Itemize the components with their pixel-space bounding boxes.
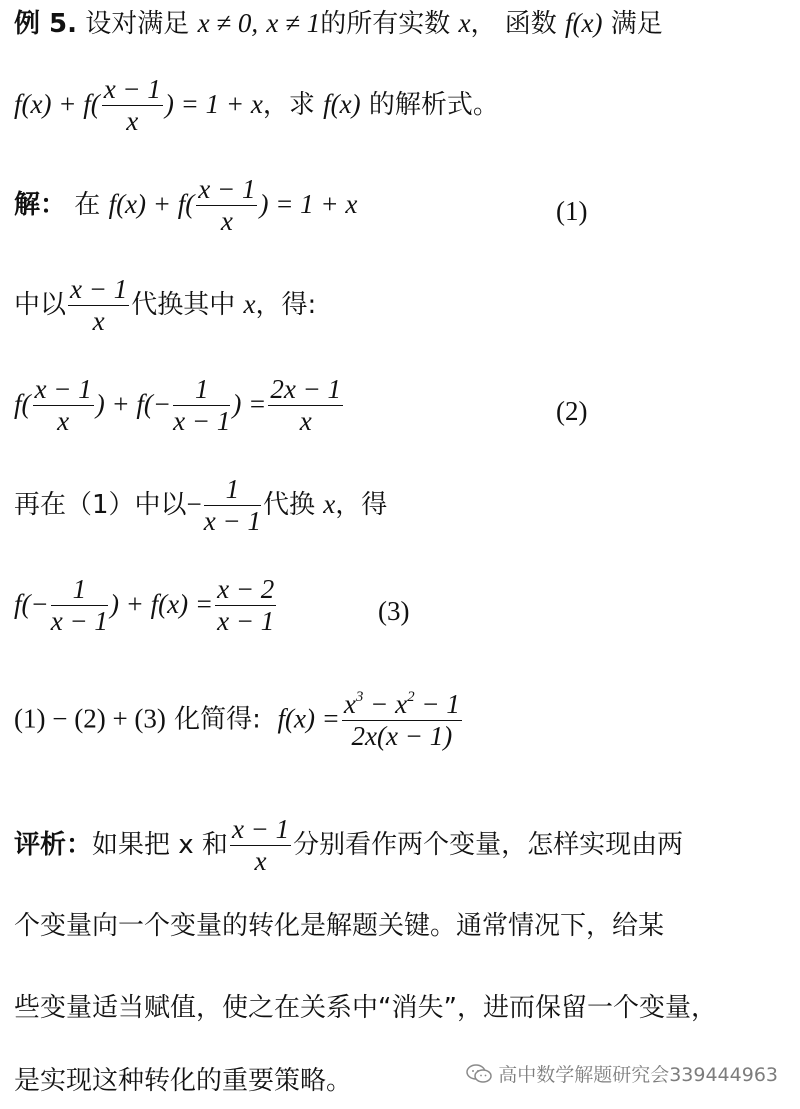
minus-sign: − bbox=[186, 489, 202, 519]
denominator: x − 1 bbox=[203, 506, 261, 536]
fraction bbox=[204, 476, 261, 535]
numerator: x − 2 bbox=[217, 574, 275, 604]
example-label: 例 5. bbox=[14, 9, 78, 39]
fraction bbox=[102, 76, 163, 135]
term: − 1 bbox=[414, 689, 460, 719]
equation-part: ) + f(− bbox=[95, 389, 172, 419]
comma: ， bbox=[470, 9, 497, 39]
wechat-icon bbox=[466, 1064, 492, 1084]
equation-2-line bbox=[14, 376, 345, 435]
denominator: x bbox=[299, 406, 312, 436]
equation-tag-2: (2) bbox=[556, 396, 588, 426]
denominator: x − 1 bbox=[217, 606, 275, 636]
numerator: x − 1 bbox=[198, 174, 256, 204]
equation-part: ) = bbox=[232, 389, 267, 419]
denominator: x bbox=[126, 106, 139, 136]
analysis-line-1 bbox=[14, 816, 683, 875]
term: x bbox=[343, 689, 356, 719]
numerator: 1 bbox=[204, 476, 261, 506]
denominator: x bbox=[57, 406, 70, 436]
term: − x bbox=[363, 689, 408, 719]
fraction bbox=[196, 176, 257, 235]
numerator: x − 1 bbox=[103, 74, 161, 104]
numerator bbox=[342, 690, 462, 721]
ask-end: 的解析式。 bbox=[368, 90, 499, 120]
denominator: x bbox=[92, 306, 105, 336]
fraction bbox=[33, 376, 94, 435]
fraction bbox=[68, 276, 129, 335]
substitution-text: 中以 bbox=[14, 290, 67, 320]
solution-label: 解： bbox=[14, 190, 67, 220]
denominator: x bbox=[254, 846, 267, 876]
numerator: x − 1 bbox=[70, 274, 128, 304]
fx-symbol: f(x) bbox=[323, 89, 361, 119]
in-text: 在 bbox=[74, 190, 101, 220]
final-fraction bbox=[342, 690, 462, 750]
combination-expression: (1) − (2) + (3) bbox=[14, 703, 166, 734]
numerator: x − 1 bbox=[34, 374, 92, 404]
fraction bbox=[268, 376, 343, 435]
equation-tag-1: (1) bbox=[556, 196, 588, 226]
equation-lhs: f(x) + f( bbox=[14, 89, 100, 119]
substitution-text: 代换 bbox=[263, 490, 316, 520]
equation-1-rhs: ) = 1 + x bbox=[259, 189, 358, 219]
ask-text: ，求 bbox=[262, 90, 315, 120]
substitution-text: 再在（1）中以 bbox=[14, 490, 187, 520]
substitution-line-1 bbox=[14, 276, 316, 335]
final-fx: f(x) = bbox=[277, 703, 340, 734]
analysis-line-3: 些变量适当赋值，使之在关系中“消失”，进而保留一个变量， bbox=[14, 993, 717, 1023]
problem-line-1 bbox=[14, 10, 663, 37]
simplify-text: 化简得: bbox=[174, 704, 261, 735]
condition-x-not-one: x ≠ 1 bbox=[266, 8, 321, 38]
watermark bbox=[466, 1060, 778, 1087]
fraction bbox=[51, 576, 108, 635]
fraction bbox=[230, 816, 291, 875]
numerator: x − 1 bbox=[231, 814, 290, 844]
variable-x: x bbox=[243, 289, 256, 319]
problem-mid: 的所有实数 bbox=[320, 9, 451, 39]
equation-1-lhs: f(x) + f( bbox=[108, 189, 195, 219]
fraction bbox=[215, 576, 276, 635]
denominator: x bbox=[220, 206, 233, 236]
solution-line-1 bbox=[14, 176, 357, 235]
problem-intro: 设对满足 bbox=[85, 9, 190, 39]
equation-rhs: ) = 1 + x bbox=[164, 89, 263, 119]
exponent: 2 bbox=[407, 689, 415, 705]
exponent: 3 bbox=[355, 689, 364, 705]
substitution-text: ，得 bbox=[335, 490, 388, 520]
numerator: 1 bbox=[173, 376, 230, 406]
numerator: 2x − 1 bbox=[270, 374, 342, 404]
watermark-text: 高中数学解题研究会339444963 bbox=[498, 1064, 778, 1086]
denominator: x − 1 bbox=[173, 406, 231, 436]
analysis-label: 评析： bbox=[14, 830, 93, 860]
analysis-text: 分别看作两个变量，怎样实现由两 bbox=[293, 830, 684, 860]
substitution-text: 代换其中 bbox=[131, 290, 236, 320]
function-text: 函数 bbox=[504, 9, 557, 39]
problem-equation-line bbox=[14, 76, 499, 135]
equation-part: f(− bbox=[14, 589, 49, 619]
numerator: 1 bbox=[51, 576, 108, 606]
final-result-line bbox=[14, 690, 464, 750]
equation-part: ) + f(x) = bbox=[109, 589, 214, 619]
denominator: x − 1 bbox=[50, 606, 108, 636]
equation-tag-3: (3) bbox=[378, 596, 410, 626]
satisfy-text: 满足 bbox=[610, 9, 663, 39]
condition-x-nonzero: x ≠ 0, bbox=[197, 8, 259, 38]
fx-symbol: f(x) bbox=[565, 8, 603, 38]
variable-x: x bbox=[458, 8, 471, 38]
analysis-line-2: 个变量向一个变量的转化是解题关键。通常情况下，给某 bbox=[14, 911, 665, 941]
substitution-text: ，得: bbox=[255, 290, 317, 320]
substitution-line-2 bbox=[14, 476, 387, 535]
equation-part: f( bbox=[14, 389, 31, 419]
analysis-text: 如果把 x 和 bbox=[92, 830, 228, 860]
variable-x: x bbox=[323, 489, 336, 519]
denominator: 2x(x − 1) bbox=[351, 721, 453, 751]
equation-3-line bbox=[14, 576, 278, 635]
analysis-line-4: 是实现这种转化的重要策略。 bbox=[14, 1066, 353, 1096]
fraction bbox=[173, 376, 230, 435]
